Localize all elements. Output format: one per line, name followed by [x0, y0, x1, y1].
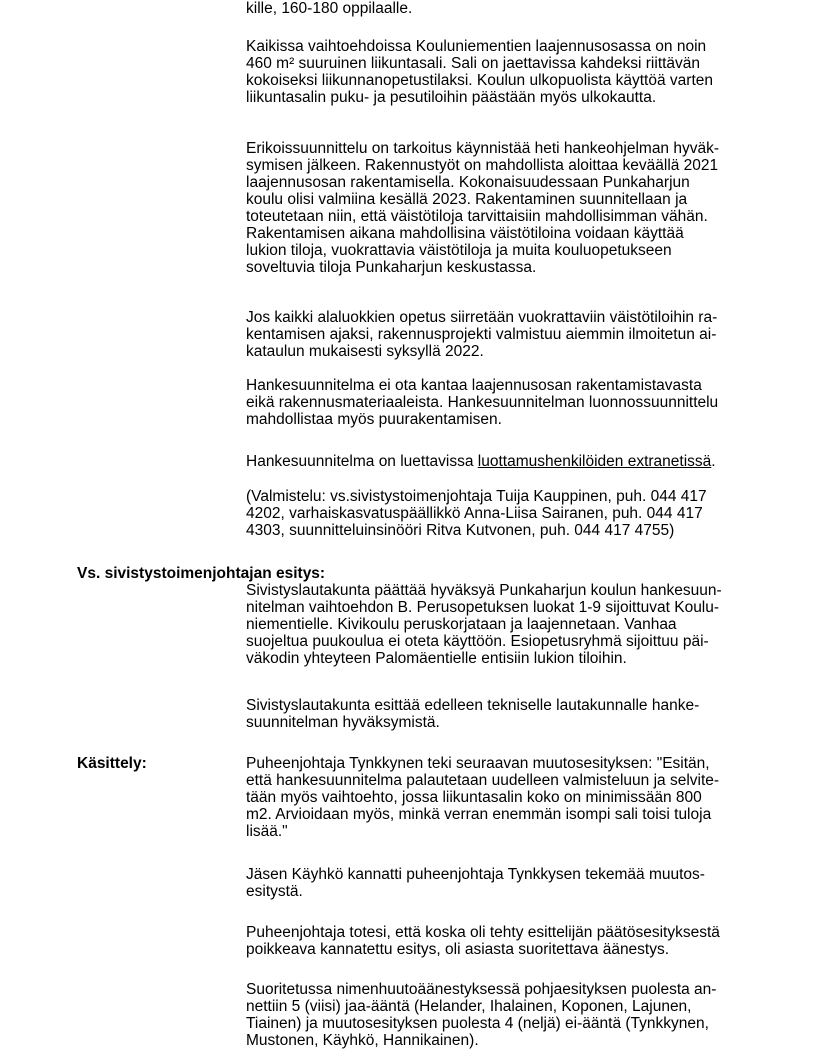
- extranet-note-prefix: Hankesuunnitelma on luettavissa: [246, 453, 478, 470]
- heading-proposal: Vs. sivistystoimenjohtajan esitys:: [77, 565, 326, 582]
- extranet-note-suffix: .: [711, 453, 716, 470]
- paragraph-proposal-decision: Sivistyslautakunta päättää hyväksyä Punkaharjun koulun hankesuun- nitelman vaihtoehdon B. Perusopetuksen luokat 1-9 sijoittuvat Koulu- niementielle. Kivikoulu peruskorjataan ja laajennetaan. Vanhaa suojeltua puukoulua ei oteta käyttöön. Esiopetusryhmä sijoittuu päi- väkodin yhteyteen Palomäentielle entisiin lukion tiloihin.: [246, 582, 722, 667]
- paragraph-sports-hall: Kaikissa vaihtoehdoissa Kouluniementien laajennusosassa on noin 460 m² suuruinen liikuntasali. Sali on jaettavissa kahdeksi riittävän kokoiseksi liikunnanopetustilaksi. Koulun ulkopuolista käyttöä varten liikuntasalin puku- ja pesutiloihin päästään myös ulkokautta.: [246, 38, 713, 106]
- paragraph-chair-amendment: Puheenjohtaja Tynkkynen teki seuraavan muutosesityksen: "Esitän, että hankesuunnitelma palautetaan uudelleen valmisteluun ja selvite- tään myös vaihtoehto, jossa liikuntasalin koko on minimissään 800 m2. Arvioidaan myös, minkä verran enemmän isompi sali toisi tuloja lisää.": [246, 755, 720, 840]
- paragraph-preparation-contacts: (Valmistelu: vs.sivistystoimenjohtaja Tuija Kauppinen, puh. 044 417 4202, varhaiskasvatuspäällikkö Anna-Liisa Sairanen, puh. 044 417 4303, suunnitteluinsinööri Ritva Kutvonen, puh. 044 417 4755): [246, 488, 707, 539]
- paragraph-intro-continuation: kille, 160-180 oppilaalle.: [246, 0, 413, 17]
- paragraph-extranet-note: [246, 453, 746, 470]
- paragraph-temporary-premises: Jos kaikki alaluokkien opetus siirretään vuokrattaviin väistötiloihin ra- kentamisen ajaksi, rakennusprojekti valmistuu aiemmin ilmoitetun ai- kataulun mukaisesti syksyllä 2022.: [246, 309, 718, 360]
- paragraph-vote-result: Suoritetussa nimenhuutoäänestyksessä pohjaesityksen puolesta an- nettiin 5 (viisi) jaa-ääntä (Helander, Ihalainen, Koponen, Lajunen, Tiainen) ja muutosesityksen puolesta 4 (neljä) ei-ääntä (Tynkkynen, Mustonen, Käyhkö, Hannikainen).: [246, 981, 717, 1049]
- paragraph-construction-method: Hankesuunnitelma ei ota kantaa laajennusosan rakentamistavasta eikä rakennusmateriaaleista. Hankesuunnitelman luonnossuunnittelu mahdollistaa myös puurakentamisen.: [246, 377, 719, 428]
- paragraph-vote-required: Puheenjohtaja totesi, että koska oli tehty esittelijän päätösesityksestä poikkeava kannatettu esitys, oli asiasta suoritettava äänestys.: [246, 924, 720, 958]
- paragraph-schedule: Erikoissuunnittelu on tarkoitus käynnistää heti hankeohjelman hyväk- symisen jälkeen. Rakennustyöt on mahdollista aloittaa keväällä 2021 laajennusosan rakentamisella. Kokonaisuudessaan Punkaharjun koulu olisi valmiina kesällä 2023. Rakentaminen suunnitellaan ja toteutetaan niin, että väistötiloja tarvittaisiin mahdollisimman vähän. Rakentamisen aikana mahdollisina väistötiloina voidaan käyttää lukion tiloja, vuokrattavia väistötiloja ja muita kouluopetukseen soveltuvia tiloja Punkaharjun keskustassa.: [246, 140, 720, 276]
- paragraph-proposal-forward: Sivistyslautakunta esittää edelleen tekniselle lautakunnalle hanke- suunnitelman hyväksymistä.: [246, 697, 700, 731]
- paragraph-seconded: Jäsen Käyhkö kannatti puheenjohtaja Tynkkysen tekemää muutos- esitystä.: [246, 866, 705, 900]
- heading-handling: Käsittely:: [77, 755, 147, 772]
- extranet-link[interactable]: luottamushenkilöiden extranetissä: [477, 453, 712, 470]
